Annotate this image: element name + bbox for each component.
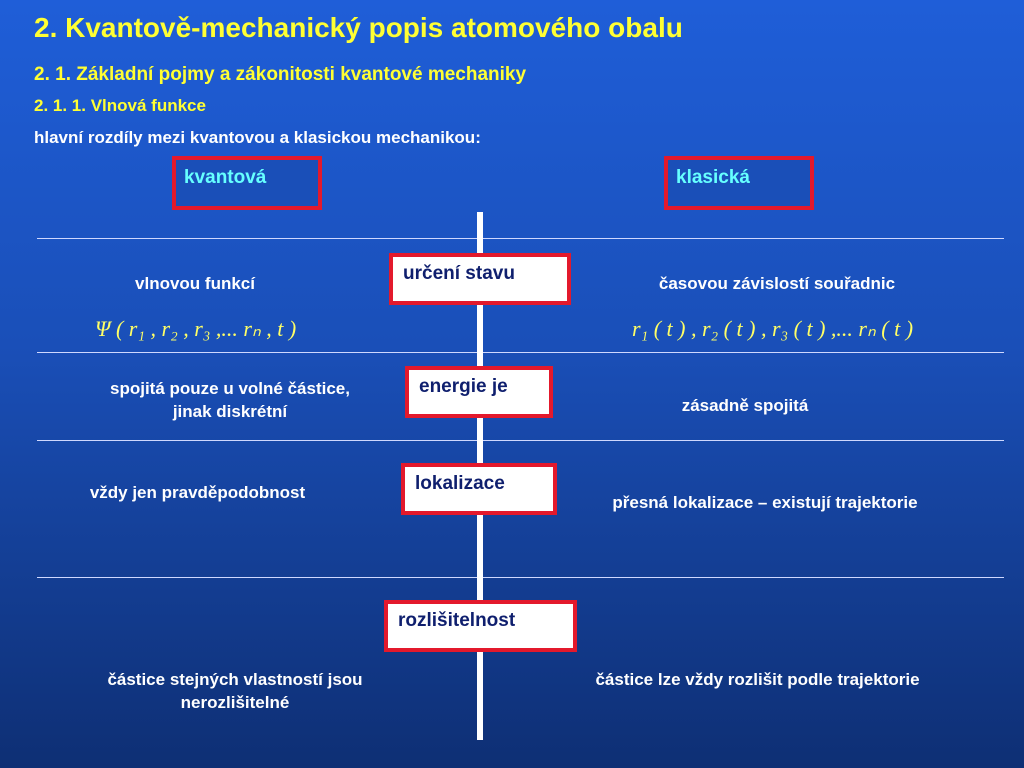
- classical-state-text: časovou závislostí souřadnic: [658, 274, 896, 293]
- column-header-classical: [664, 156, 814, 210]
- classical-distinguishability-text: částice lze vždy rozlišit podle trajektorie: [595, 670, 920, 689]
- row-divider: [37, 440, 1004, 441]
- row-divider: [37, 577, 1004, 578]
- section-heading: 2. 1. 1. Vlnová funkce: [34, 96, 206, 115]
- quantum-distinguishability-text: částice stejných vlastností jsou nerozlišitelné: [107, 670, 363, 712]
- criterion-label: rozlišitelnost: [398, 610, 516, 631]
- classical-localization-text: přesná lokalizace – existují trajektorie: [612, 493, 918, 512]
- slide-title: 2. Kvantově-mechanický popis atomového obalu: [34, 12, 683, 43]
- column-header-quantum: [172, 156, 322, 210]
- criterion-label: energie je: [419, 376, 508, 397]
- row-divider: [37, 352, 1004, 353]
- classical-energy-text: zásadně spojitá: [681, 396, 809, 415]
- criterion-box-distinguishability: [384, 600, 577, 652]
- criterion-box-localization: [401, 463, 557, 515]
- row-divider: [37, 238, 1004, 239]
- criterion-label: lokalizace: [415, 473, 505, 494]
- intro-text: hlavní rozdíly mezi kvantovou a klasickou mechanikou:: [34, 128, 481, 147]
- column-header-quantum-label: kvantová: [184, 167, 267, 188]
- criterion-label: určení stavu: [403, 263, 515, 284]
- quantum-energy-text: spojitá pouze u volné částice, jinak diskrétní: [110, 379, 350, 421]
- slide-subtitle: 2. 1. Základní pojmy a zákonitosti kvantové mechaniky: [34, 64, 527, 85]
- column-header-classical-label: klasická: [676, 167, 750, 188]
- quantum-localization-text: vždy jen pravděpodobnost: [89, 483, 306, 502]
- wavefunction-formula: Ψ ( r₁ , r₂ , r₃ ,... rₙ , t ): [95, 316, 297, 341]
- criterion-box-state: [389, 253, 571, 305]
- trajectory-formula: r₁ ( t ) , r₂ ( t ) , r₃ ( t ) ,... rₙ ( t ): [632, 316, 914, 341]
- quantum-state-text: vlnovou funkcí: [135, 274, 255, 293]
- criterion-box-energy: [405, 366, 553, 418]
